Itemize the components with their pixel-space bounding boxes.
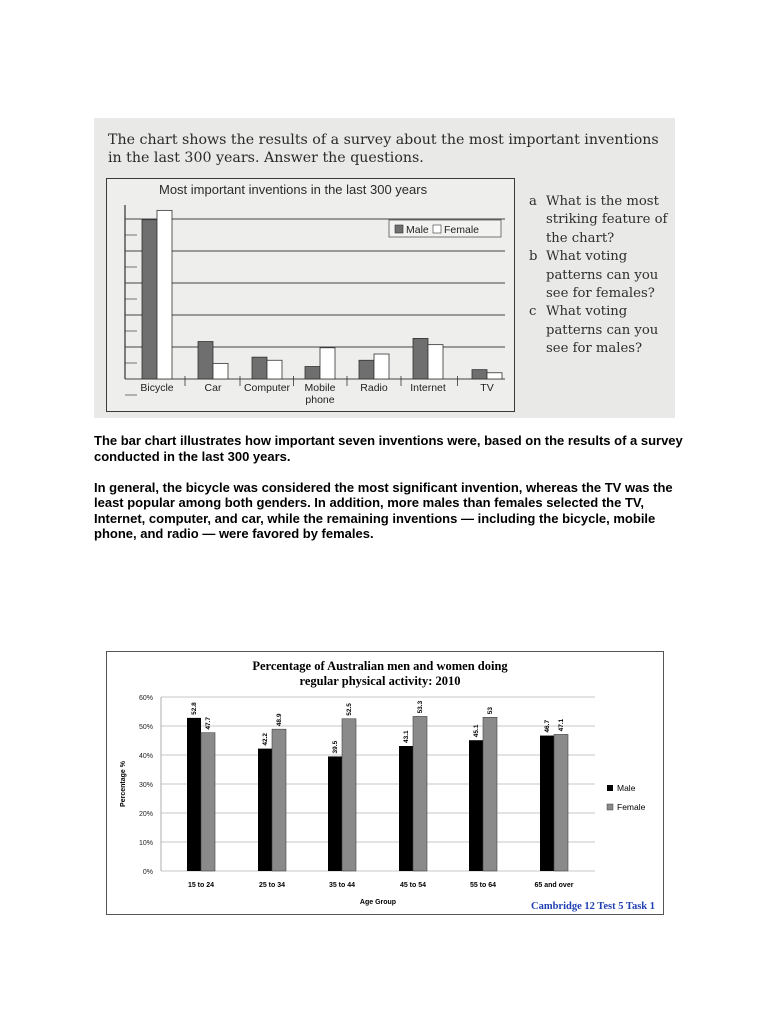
legend-swatch-male (395, 225, 403, 233)
data-label-male: 46.7 (544, 719, 551, 733)
question-letter: a (529, 194, 537, 209)
bar-male (258, 749, 272, 871)
x-tick-label: 35 to 44 (328, 882, 356, 889)
legend-swatch-male (607, 785, 613, 791)
category-label: Internet (410, 382, 446, 394)
bar-female (157, 210, 172, 379)
data-label-male: 42.2 (262, 732, 269, 746)
bar-male (187, 718, 201, 871)
bar-female (272, 729, 286, 871)
bar-female (554, 734, 568, 871)
y-axis-label: Percentage % (120, 761, 127, 807)
bar-female (342, 719, 356, 871)
category-label: Bicycle (140, 382, 174, 394)
data-label-female: 53.3 (417, 700, 424, 714)
legend-label-female: Female (444, 224, 480, 236)
chart-title-line-1: Percentage of Australian men and women doing (252, 659, 508, 673)
legend-label-male: Male (406, 224, 429, 236)
source-label: Cambridge 12 Test 5 Task 1 (531, 901, 655, 912)
y-tick-label: 30% (138, 782, 153, 789)
label-line: Mobile (304, 382, 336, 394)
data-label-female: 47.7 (205, 717, 212, 730)
bar-female (267, 360, 282, 379)
bar-male (399, 746, 413, 871)
category-label: Car (204, 382, 222, 394)
question-text: What voting patterns can you see for males? (546, 304, 659, 357)
data-label-male: 39.5 (332, 740, 339, 754)
inventions-chart (106, 178, 515, 412)
bar-female (428, 345, 443, 379)
bar-female (487, 373, 502, 379)
bar-female (201, 733, 215, 871)
question-b (529, 248, 675, 303)
question-a (529, 193, 675, 248)
essay-paragraph-1: The bar chart illustrates how important seven inventions were, based on the results of a survey conducted in the last 300 years. (94, 433, 683, 464)
data-label-male: 52.8 (191, 702, 198, 715)
chart-title-line-2: regular physical activity: 2010 (299, 674, 461, 688)
y-tick-label: 50% (138, 724, 153, 731)
legend-label-male: Male (617, 783, 636, 793)
bar-female (413, 716, 427, 871)
question-letter: c (529, 304, 537, 320)
x-tick-label: 55 to 64 (469, 882, 497, 889)
legend-swatch-female (607, 804, 613, 810)
inventions-chart-svg (107, 179, 514, 411)
data-label-female: 52.5 (346, 703, 353, 716)
y-tick-label: 40% (138, 753, 153, 760)
category-label (305, 382, 336, 406)
bar-male (359, 360, 374, 379)
y-tick-label: 20% (138, 811, 153, 818)
bar-male (252, 357, 267, 379)
chart-title: Most important inventions in the last 300 years (159, 182, 428, 197)
bar-male (540, 736, 554, 871)
category-label: Radio (360, 382, 388, 394)
x-tick-label: 15 to 24 (187, 882, 215, 889)
legend-swatch-female (433, 225, 441, 233)
question-c (529, 303, 675, 358)
bar-female (213, 363, 228, 379)
bar-male (198, 342, 213, 379)
data-label-male: 45.1 (473, 724, 480, 738)
y-tick-label: 0% (142, 869, 153, 876)
data-label-female: 47.1 (558, 718, 565, 732)
question-letter: b (529, 249, 538, 265)
question-list (529, 193, 675, 359)
bar-female (320, 348, 335, 379)
x-axis-label: Age Group (359, 899, 397, 906)
x-tick-label: 25 to 34 (258, 882, 286, 889)
activity-chart (106, 651, 664, 915)
y-tick-label: 60% (138, 695, 153, 702)
data-label-female: 48.9 (276, 713, 283, 727)
bar-male (328, 756, 342, 871)
data-label-female: 53 (487, 707, 494, 715)
question-text: What is the most striking feature of the chart? (546, 194, 668, 246)
bar-male (305, 367, 320, 379)
essay-text (94, 433, 684, 557)
bar-female (483, 717, 497, 871)
y-tick-label: 10% (138, 840, 153, 847)
bar-female (374, 354, 389, 379)
question-text: What voting patterns can you see for females? (546, 249, 659, 302)
x-tick-label: 65 and over (534, 882, 574, 889)
bar-male (413, 338, 428, 379)
category-label: TV (480, 382, 494, 394)
textbook-scan (94, 118, 675, 418)
x-tick-label: 45 to 54 (399, 882, 427, 889)
scan-intro-text: The chart shows the results of a survey about the most important inventions in the last 300 years. Answer the questions. (108, 132, 659, 166)
bar-male (469, 740, 483, 871)
legend-label-female: Female (617, 802, 646, 812)
label-line: phone (305, 394, 335, 406)
bar-male (472, 370, 487, 379)
category-label: Computer (243, 382, 291, 394)
essay-paragraph-2: In general, the bicycle was considered the most significant invention, whereas the TV was the least popular among both genders. In addition, more males than females selected the TV, Internet, computer, and car, while the remaining inventions — including the bicycle, mobile phone, and radio — were favored by females. (94, 479, 673, 541)
data-label-male: 43.1 (403, 730, 410, 744)
bar-male (142, 220, 157, 379)
activity-chart-svg (107, 652, 663, 914)
